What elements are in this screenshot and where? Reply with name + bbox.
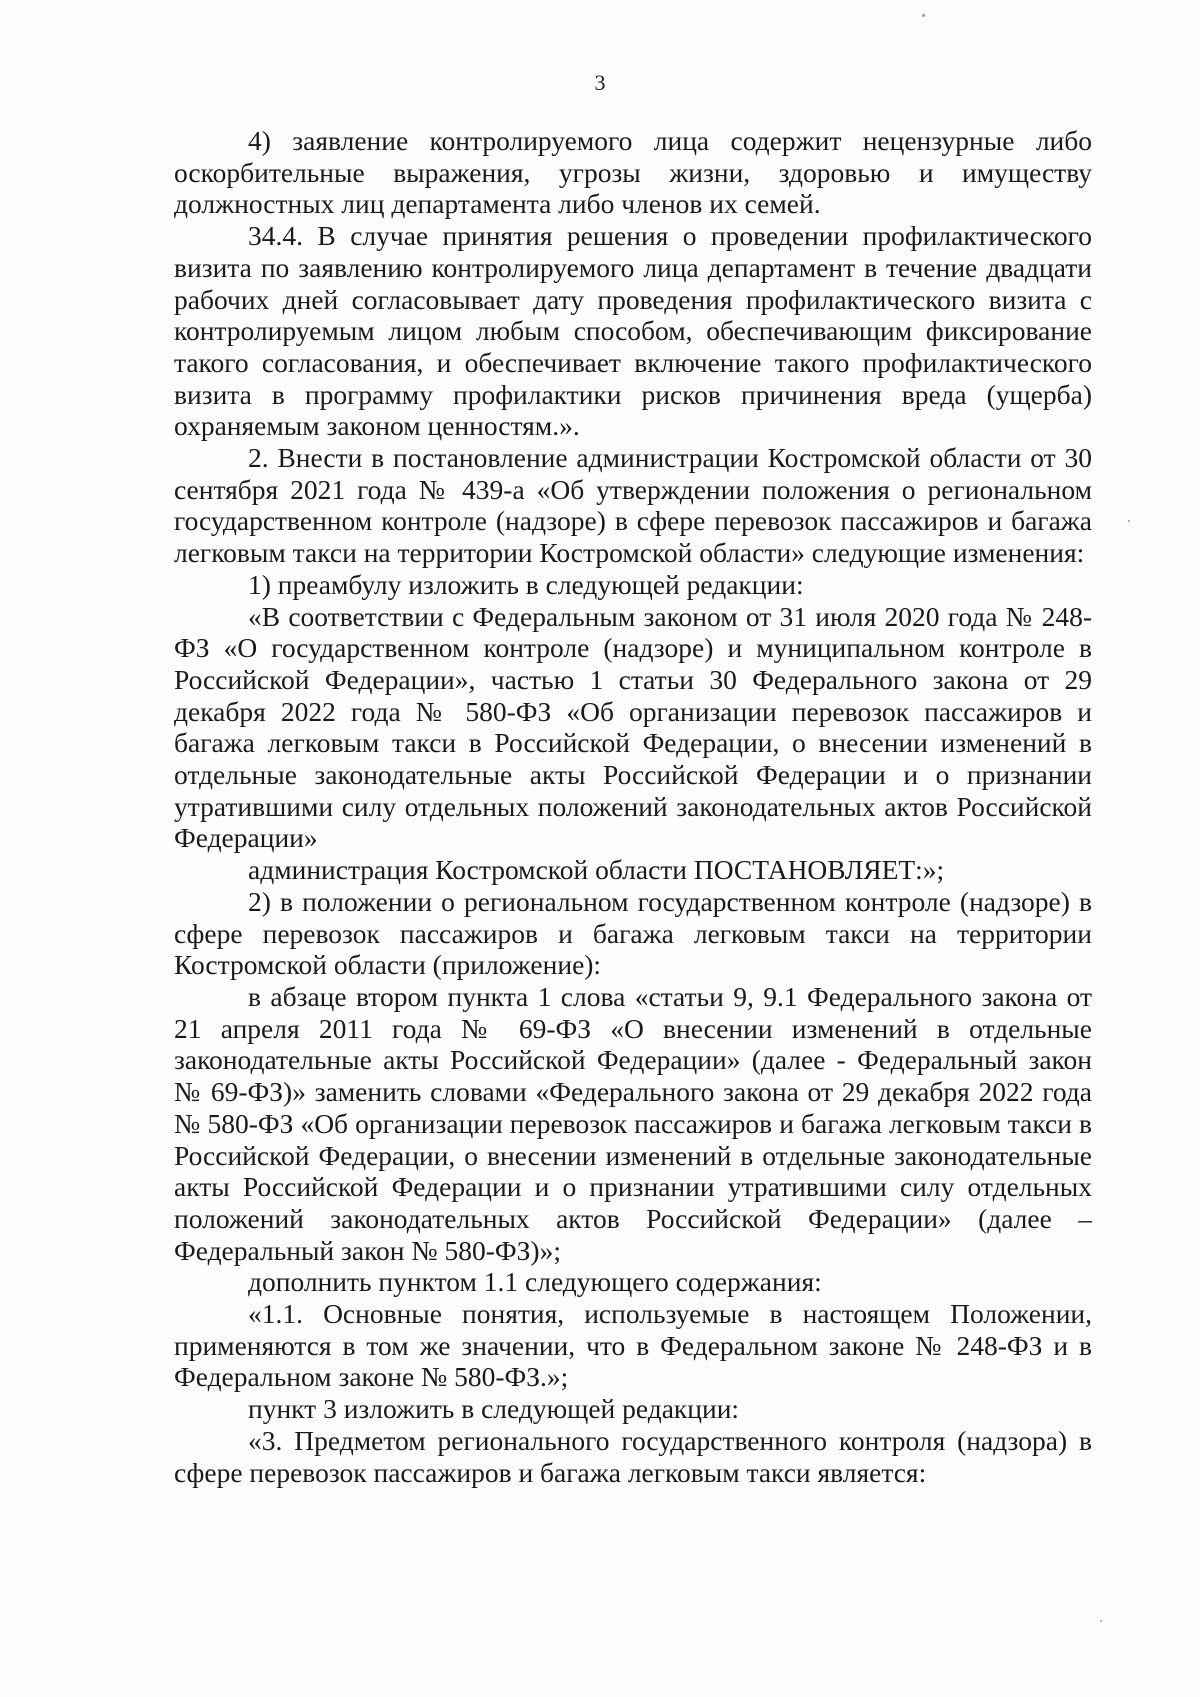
paragraph-add-1-1: дополнить пунктом 1.1 следующего содержания:: [248, 1266, 822, 1298]
paragraph-preamble-instruction: 1) преамбулу изложить в следующей редакции:: [248, 568, 804, 600]
document-body: [174, 125, 1092, 1488]
paragraph-item-1-replacement: в абзаце втором пункта 1 слова «статьи 9, 9.1 Федерального закона от 21 апреля 2011 года № 69-ФЗ «О внесении изменений в отдельные законодательные акты Российской Федерации» (далее - Федеральный закон № 69-ФЗ)» заменить словами «Федерального закона от 29 декабря 2022 года № 580-ФЗ «Об организации перевозок пассажиров и багажа легковым такси в Российской Федерации, о внесении изменений в отдельные законодательные акты Российской Федерации и о признании утратившими силу отдельных положений законодательных актов Российской Федерации» (далее – Федеральный закон № 580-ФЗ)»;: [174, 980, 1092, 1266]
paragraph-34-4: 34.4. В случае принятия решения о проведении профилактического визита по заявлению контролируемого лица департамент в течение двадцати рабочих дней согласовывает дату проведения профилактического визита с контролируемым лицом любым способом, обеспечивающим фиксирование такого согласования, и обеспечивает включение такого профилактического визита в программу профилактики рисков причинения вреда (ущерба) охраняемым законом ценностям.».: [174, 220, 1092, 442]
scan-speck: [1100, 1620, 1102, 1622]
paragraph-section-2: 2. Внести в постановление администрации Костромской области от 30 сентября 2021 года № 439-а «Об утверждении положения о региональном государственном контроле (надзоре) в сфере перевозок пассажиров и багажа легковым такси на территории Костромской области» следующие изменения:: [174, 442, 1092, 569]
paragraph-item-4: 4) заявление контролируемого лица содержит нецензурные либо оскорбительные выражения, угрозы жизни, здоровью и имуществу должностных лиц департамента либо членов их семей.: [174, 125, 1092, 220]
paragraph-resolves: администрация Костромской области ПОСТАНОВЛЯЕТ:»;: [248, 854, 945, 886]
paragraph-preamble-text: «В соответствии с Федеральным законом от 31 июля 2020 года № 248-ФЗ «О государственном контроле (надзоре) и муниципальном контроле в Российской Федерации», частью 1 статьи 30 Федерального закона от 29 декабря 2022 года № 580-ФЗ «Об организации перевозок пассажиров и багажа легковым такси в Российской Федерации, о внесении изменений в отдельные законодательные акты Российской Федерации и о признании утратившими силу отдельных положений законодательных актов Российской Федерации»: [174, 600, 1092, 854]
paragraph-1-1-text: «1.1. Основные понятия, используемые в настоящем Положении, применяются в том же значении, что в Федеральном законе № 248-ФЗ и в Федеральном законе № 580-ФЗ.»;: [174, 1298, 1092, 1393]
paragraph-item-3-instruction: пункт 3 изложить в следующей редакции:: [248, 1393, 740, 1425]
scan-speck: [1128, 520, 1130, 522]
paragraph-item-3-text: «3. Предметом регионального государственного контроля (надзора) в сфере перевозок пассажиров и багажа легковым такси является:: [174, 1424, 1092, 1488]
scan-speck: [922, 14, 925, 17]
page-number: 3: [594, 70, 606, 95]
paragraph-regulation-changes: 2) в положении о региональном государственном контроле (надзоре) в сфере перевозок пассажиров и багажа легковым такси на территории Костромской области (приложение):: [174, 885, 1092, 981]
